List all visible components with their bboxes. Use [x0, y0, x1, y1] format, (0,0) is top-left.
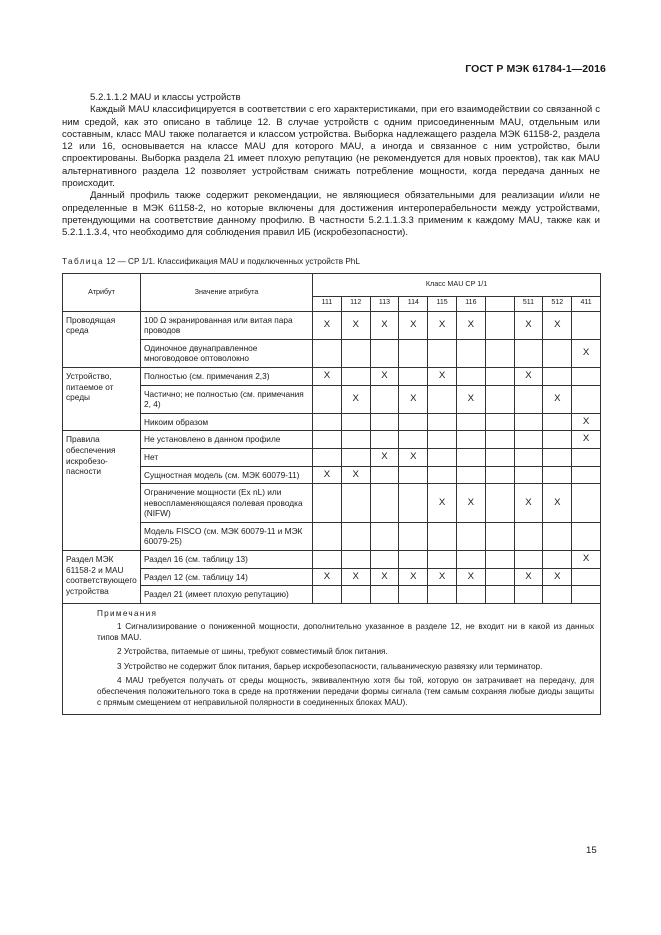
mark-cell	[543, 431, 572, 449]
mark-cell: X	[428, 568, 457, 586]
mark-cell	[485, 367, 514, 385]
mark-cell	[543, 339, 572, 367]
mark-cell	[428, 385, 457, 413]
mark-cell	[370, 484, 399, 523]
mark-cell	[572, 484, 601, 523]
mark-cell: X	[428, 367, 457, 385]
mark-cell: X	[341, 466, 370, 484]
mark-cell	[399, 431, 428, 449]
mark-cell	[485, 551, 514, 569]
paragraph-1: Каждый MAU классифицируется в соответствии с его характеристиками, при его взаимодействии со связанной с ним средой, как это описано в таблице 12. В случае устройств с одним присоединенным MAU, отдельным или составным, класс MAU также полагается и классом устройства. Выборка надлежащего раздела МЭК 61158-2, раздела 12 или 16, основывается на классе MAU для которого MAU, а иногда и связанное с ним устройство, были спроектированы. Выборка раздела 21 имеет плохую репутацию (не рекомендуется для новых проектов), так как MAU альтернативного раздела 12 позволяет устройствам снижать потребление мощности, когда передача данных не происходит.	[62, 104, 600, 190]
mark-cell	[370, 339, 399, 367]
mark-cell	[456, 551, 485, 569]
mark-cell	[485, 385, 514, 413]
mark-cell: X	[313, 367, 342, 385]
value-cell: Раздел 16 (см. таблицу 13)	[141, 551, 313, 569]
mark-cell	[572, 466, 601, 484]
mark-cell	[514, 448, 543, 466]
attribute-cell: Правила обеспечения искробезо-пасности	[63, 431, 141, 551]
mark-cell: X	[514, 367, 543, 385]
page-content	[62, 92, 600, 715]
value-cell: Частично; не полностью (см. примечания 2, 4)	[141, 385, 313, 413]
mark-cell	[456, 586, 485, 604]
mark-cell	[485, 311, 514, 339]
mark-cell	[313, 551, 342, 569]
table-row	[63, 413, 601, 431]
mark-cell: X	[341, 311, 370, 339]
mark-cell	[456, 413, 485, 431]
mark-cell	[456, 431, 485, 449]
mark-cell	[341, 551, 370, 569]
mark-cell: X	[572, 339, 601, 367]
mark-cell	[370, 466, 399, 484]
mark-cell	[399, 551, 428, 569]
mark-cell	[485, 466, 514, 484]
mark-cell	[399, 339, 428, 367]
note-item: 2 Устройства, питаемые от шины, требуют совместимый блок питания.	[117, 647, 388, 657]
mark-cell	[399, 586, 428, 604]
mark-cell	[456, 466, 485, 484]
mark-cell	[341, 339, 370, 367]
mark-cell	[399, 522, 428, 550]
table-row	[63, 586, 601, 604]
mark-cell	[370, 431, 399, 449]
value-cell: Не установлено в данном профиле	[141, 431, 313, 449]
value-cell: Никоим образом	[141, 413, 313, 431]
mark-cell	[572, 568, 601, 586]
value-cell: Полностью (см. примечания 2,3)	[141, 367, 313, 385]
value-cell: Ограничение мощности (Ex nL) или невоспламеняющаяся полевая проводка (NIFW)	[141, 484, 313, 523]
mark-cell	[543, 466, 572, 484]
mark-cell	[543, 522, 572, 550]
mark-cell	[313, 448, 342, 466]
mark-cell	[399, 367, 428, 385]
mark-cell	[341, 522, 370, 550]
mark-cell: X	[370, 568, 399, 586]
value-cell: Одиночное двунаправленное многоводовое оптоволокно	[141, 339, 313, 367]
mark-cell	[456, 339, 485, 367]
mark-cell	[572, 385, 601, 413]
mark-cell: X	[543, 311, 572, 339]
paragraph-2: Данный профиль также содержит рекомендации, не являющиеся обязательными для реализации и/или не определенные в МЭК 61158-2, но которые включены для достижения интероперабельности между устройствами, претендующими на соответствие данному профилю. В частности 5.2.1.1.3.3 применим к каждому MAU, также как и 5.2.1.1.3.4, что необходимо для соблюдения правил ИБ (искробезопасности).	[62, 190, 600, 239]
attribute-cell: Раздел МЭК 61158-2 и MAU соответствующего устройства	[63, 551, 141, 604]
mark-cell: X	[341, 568, 370, 586]
attribute-cell: Устройство, питаемое от среды	[63, 367, 141, 430]
table-row	[63, 311, 601, 339]
mark-cell	[456, 522, 485, 550]
mark-cell	[456, 367, 485, 385]
mark-cell	[514, 586, 543, 604]
class-header: 411	[572, 296, 601, 311]
table-row	[63, 367, 601, 385]
mark-cell	[543, 586, 572, 604]
mark-cell: X	[572, 413, 601, 431]
mark-cell	[428, 586, 457, 604]
value-cell: 100 Ω экранированная или витая пара проводов	[141, 311, 313, 339]
table-caption	[62, 257, 600, 267]
section-title: 5.2.1.1.2 MAU и классы устройств	[90, 92, 241, 103]
mark-cell	[313, 339, 342, 367]
mark-cell	[428, 466, 457, 484]
table-row	[63, 466, 601, 484]
mark-cell	[572, 522, 601, 550]
header-row	[63, 273, 601, 296]
mark-cell	[313, 586, 342, 604]
mark-cell: X	[514, 568, 543, 586]
class-header: 112	[341, 296, 370, 311]
note-item: 3 Устройство не содержит блок питания, барьер искробезопасности, гальваническую развязку или терминатор.	[117, 661, 543, 671]
mark-cell: X	[399, 448, 428, 466]
class-header: 116	[456, 296, 485, 311]
mark-cell	[514, 431, 543, 449]
mark-cell	[428, 551, 457, 569]
class-header: 512	[543, 296, 572, 311]
mark-cell	[485, 448, 514, 466]
mark-cell	[514, 385, 543, 413]
mark-cell: X	[543, 385, 572, 413]
mark-cell	[428, 413, 457, 431]
value-cell: Нет	[141, 448, 313, 466]
table-row	[63, 568, 601, 586]
mark-cell	[428, 522, 457, 550]
table-caption-text: 12 — CP 1/1. Классификация MAU и подключенных устройств PhL	[106, 256, 360, 266]
mark-cell	[428, 448, 457, 466]
class-header: 115	[428, 296, 457, 311]
mark-cell: X	[514, 311, 543, 339]
value-cell: Сущностная модель (см. МЭК 60079-11)	[141, 466, 313, 484]
table-caption-label: Таблица	[62, 256, 104, 266]
mark-cell	[313, 385, 342, 413]
mark-cell	[341, 448, 370, 466]
mark-cell	[485, 522, 514, 550]
mark-cell	[399, 413, 428, 431]
note-item: 1 Сигнализирование о пониженной мощности, дополнительно указанное в разделе 12, не входит ни в какой из данных типов MAU.	[97, 622, 595, 643]
mark-cell	[341, 431, 370, 449]
mark-cell: X	[370, 311, 399, 339]
mark-cell: X	[399, 385, 428, 413]
mark-cell	[543, 367, 572, 385]
class-header: 511	[514, 296, 543, 311]
mark-cell	[399, 466, 428, 484]
mark-cell	[543, 448, 572, 466]
mark-cell	[341, 484, 370, 523]
mark-cell: X	[370, 448, 399, 466]
mark-cell	[313, 431, 342, 449]
mark-cell: X	[456, 484, 485, 523]
mark-cell: X	[313, 466, 342, 484]
value-cell: Раздел 21 (имеет плохую репутацию)	[141, 586, 313, 604]
class-header: 114	[399, 296, 428, 311]
class-header: 113	[370, 296, 399, 311]
note-item: 4 MAU требуется получать от среды мощность, эквивалентную хотя бы той, которую он затрачивает на передачу, для обеспечения положительного тока в среде на протяжении передачи формы сигнала (тем самым сохраняя любые диоды защиты с прямым смещением от неправильной полярности в соединенных блоках MAU).	[97, 675, 595, 708]
mark-cell	[485, 431, 514, 449]
mark-cell: X	[313, 311, 342, 339]
table-row	[63, 339, 601, 367]
mark-cell: X	[370, 367, 399, 385]
mark-cell	[514, 466, 543, 484]
mark-cell: X	[399, 568, 428, 586]
mark-cell	[514, 413, 543, 431]
attribute-header: Атрибут	[63, 273, 141, 311]
mark-cell	[370, 522, 399, 550]
mark-cell: X	[341, 385, 370, 413]
mark-cell	[341, 367, 370, 385]
class-header	[485, 296, 514, 311]
mark-cell: X	[543, 568, 572, 586]
mark-cell	[572, 311, 601, 339]
mark-cell: X	[456, 568, 485, 586]
classification-table	[62, 273, 601, 716]
mark-cell	[514, 339, 543, 367]
mark-cell	[399, 484, 428, 523]
attribute-cell: Проводящая среда	[63, 311, 141, 367]
mark-cell	[313, 484, 342, 523]
mark-cell	[456, 448, 485, 466]
mark-cell	[341, 586, 370, 604]
mark-cell	[543, 551, 572, 569]
mark-cell	[370, 385, 399, 413]
mark-cell	[514, 551, 543, 569]
mark-cell	[514, 522, 543, 550]
mark-cell	[485, 568, 514, 586]
mark-cell: X	[572, 431, 601, 449]
mark-cell	[370, 551, 399, 569]
page-number: 15	[586, 845, 597, 856]
value-cell: Модель FISCO (см. МЭК 60079-11 и МЭК 60079-25)	[141, 522, 313, 550]
table-row	[63, 484, 601, 523]
table-row	[63, 522, 601, 550]
mark-cell	[313, 413, 342, 431]
mark-cell	[370, 413, 399, 431]
mark-cell: X	[543, 484, 572, 523]
value-cell: Раздел 12 (см. таблицу 14)	[141, 568, 313, 586]
mark-cell: X	[428, 311, 457, 339]
mark-cell	[543, 413, 572, 431]
mark-cell	[428, 431, 457, 449]
table-row	[63, 385, 601, 413]
mark-cell	[485, 484, 514, 523]
mark-cell	[313, 522, 342, 550]
mark-cell: X	[514, 484, 543, 523]
mark-cell	[572, 586, 601, 604]
mark-cell	[341, 413, 370, 431]
notes-title: Примечания	[97, 608, 158, 618]
table-row	[63, 448, 601, 466]
notes-row	[63, 603, 601, 715]
class-group-header: Класс MAU CP 1/1	[313, 273, 601, 296]
table-row	[63, 431, 601, 449]
mark-cell	[428, 339, 457, 367]
mark-cell: X	[456, 385, 485, 413]
mark-cell	[572, 367, 601, 385]
table-row	[63, 551, 601, 569]
notes-cell	[63, 603, 601, 715]
document-header: ГОСТ Р МЭК 61784-1—2016	[465, 63, 606, 75]
mark-cell	[485, 413, 514, 431]
mark-cell	[370, 586, 399, 604]
mark-cell	[572, 448, 601, 466]
mark-cell: X	[428, 484, 457, 523]
mark-cell: X	[456, 311, 485, 339]
mark-cell: X	[572, 551, 601, 569]
mark-cell	[485, 586, 514, 604]
mark-cell	[485, 339, 514, 367]
value-header: Значение атрибута	[141, 273, 313, 311]
mark-cell: X	[399, 311, 428, 339]
class-header: 111	[313, 296, 342, 311]
mark-cell: X	[313, 568, 342, 586]
